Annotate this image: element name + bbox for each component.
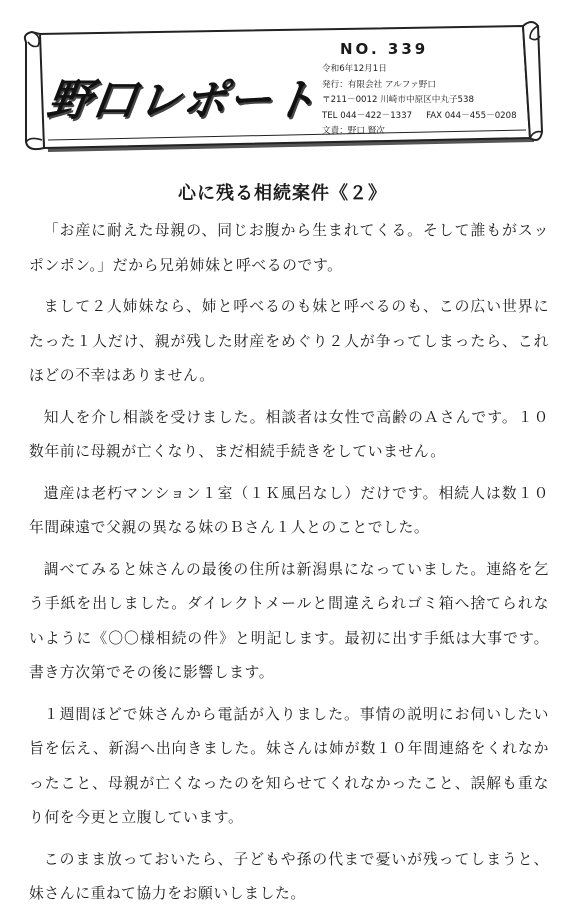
issue-number: NO. 339 (340, 40, 429, 58)
article-body (29, 214, 549, 919)
publication-info (322, 62, 552, 140)
publisher: 発行：有限会社 アルファ野口 (322, 79, 436, 90)
paragraph: まして２人姉妹なら、姉と呼べるのも妹と呼べるのも、この広い世界にたった１人だけ、親が残した財産をめぐり２人が争ってしまったら、これほどの不幸はありません。 (29, 298, 549, 384)
fax-number: FAX 044－455－0208 (426, 110, 517, 121)
paragraph: 調べてみると妹さんの最後の住所は新潟県になっていました。連絡を乞う手紙を出しました。ダイレクトメールと間違えられゴミ箱へ捨てられないように《〇〇様相続の件》と明記します。最初に出す手紙は大事です。書き方次第でその後に影響します。 (29, 560, 549, 681)
address: 〒211－0012 川崎市中原区中丸子538 (322, 95, 474, 105)
article-title: 心に残る相続案件《２》 (178, 183, 387, 204)
tel-number: TEL 044－422－1337 (322, 110, 413, 121)
paragraph: １週間ほどで妹さんから電話が入りました。事情の説明にお伺いしたい旨を伝え、新潟へ出向きました。妹さんは姉が数１０年間連絡をくれなかったこと、母親が亡くなったのを知らせてくれなかったこと、誤解も重なり何を今更と立腹しています。 (29, 705, 549, 826)
contact-numbers (322, 109, 552, 125)
report-title: 野口レポート (43, 75, 321, 126)
paragraph: 遺産は老朽マンション１室（１Ｋ風呂なし）だけです。相続人は数１０年間疎遠で父親の異なる妹のＢさん１人とのことでした。 (29, 484, 549, 536)
publication-date: 令和6年12月1日 (322, 64, 387, 74)
paragraph: このまま放っておいたら、子どもや孫の代まで憂いが残ってしまうと、妹さんに重ねて協力をお願いしました。 (29, 850, 549, 902)
paragraph: 「お産に耐えた母親の、同じお腹から生まれてくる。そして誰もがスッポンポン。」だから兄弟姉妹と呼べるのです。 (29, 222, 549, 274)
author: 文責：野口 賢次 (322, 126, 385, 136)
paragraph: 知人を介し相談を受けました。相談者は女性で高齢のＡさんです。１０数年前に母親が亡くなり、まだ相続手続きをしていません。 (29, 408, 549, 460)
